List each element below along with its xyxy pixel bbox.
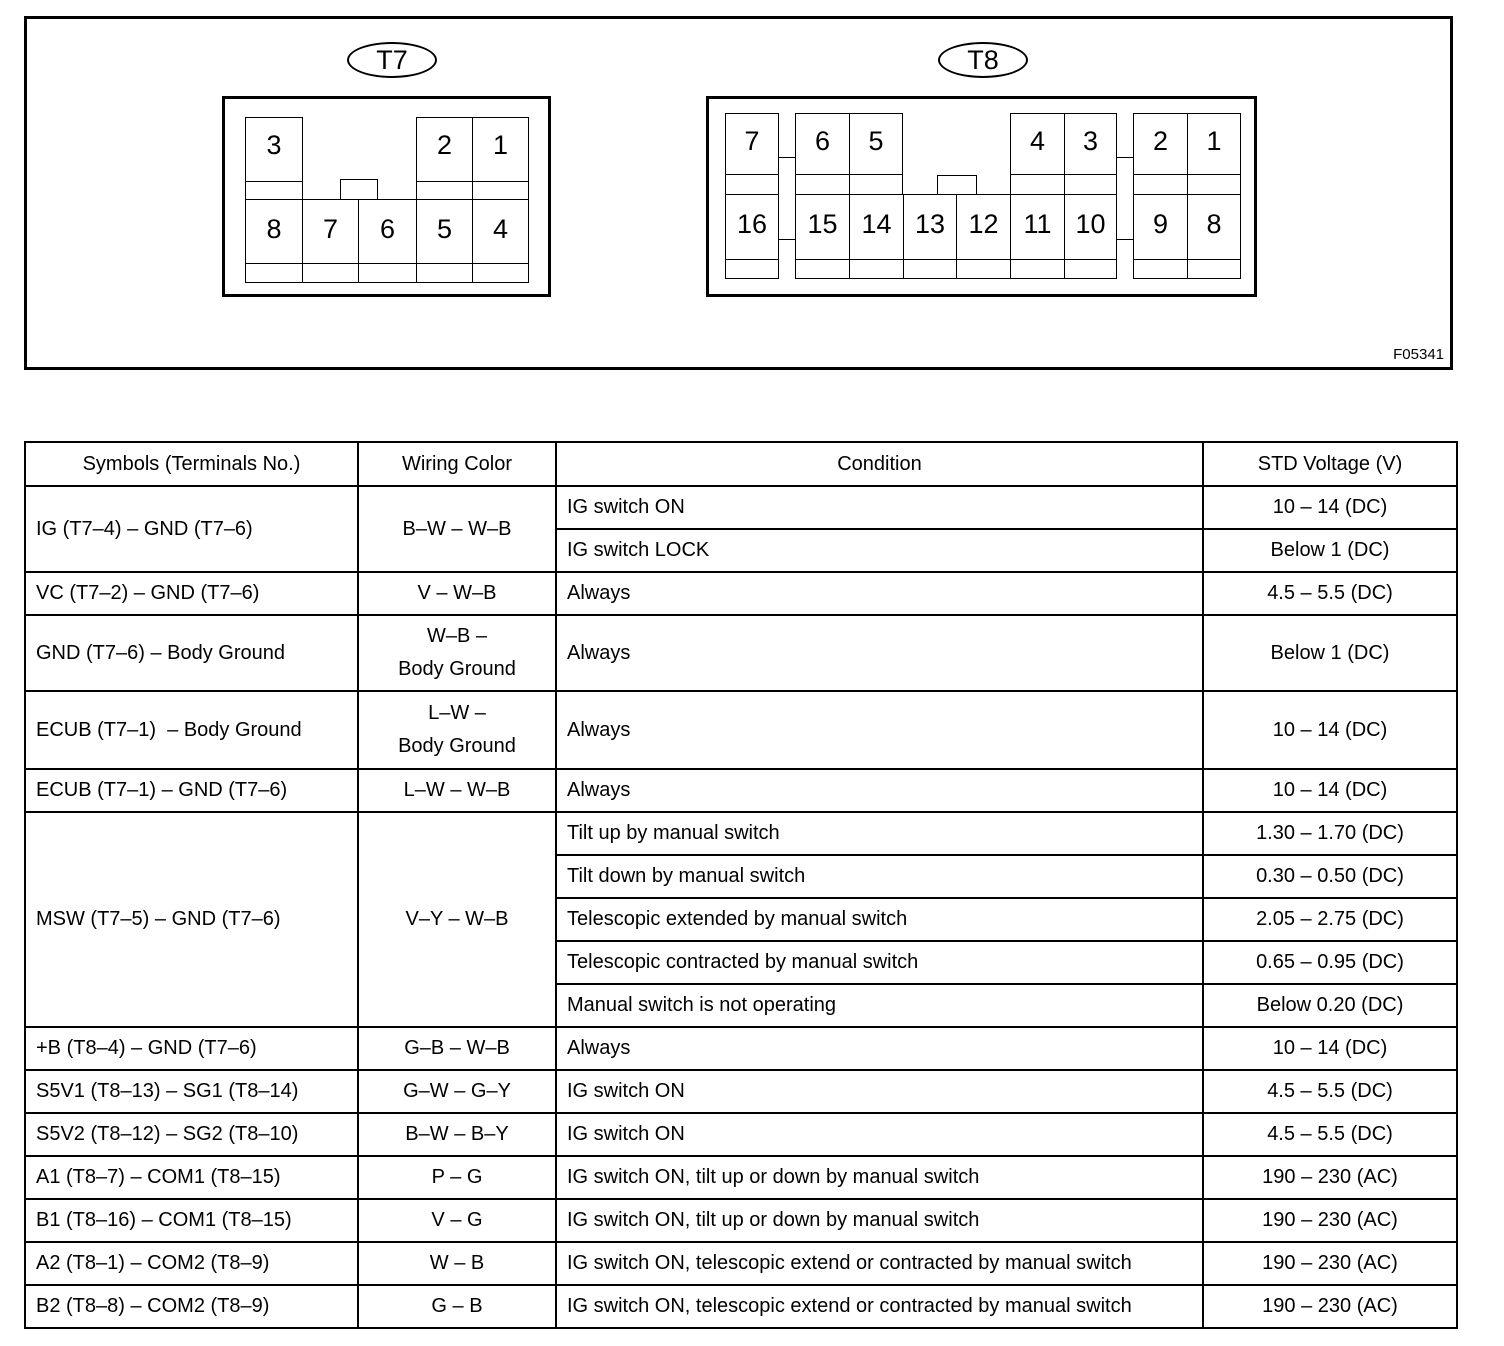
symbol-cell: VC (T7–2) – GND (T7–6) [25,572,358,615]
table-header-row [25,442,1457,486]
voltage-cell: 4.5 – 5.5 (DC) [1203,1113,1457,1156]
symbol-cell: B1 (T8–16) – COM1 (T8–15) [25,1199,358,1242]
symbol-cell: IG (T7–4) – GND (T7–6) [25,486,358,572]
pin-label: 16 [736,209,768,239]
wiring-color-line: Body Ground [398,735,516,757]
pin-label: 4 [1029,126,1046,156]
voltage-cell: 190 – 230 (AC) [1203,1285,1457,1328]
table-row [25,691,1457,769]
pin-label: 4 [492,214,509,244]
wiring-color-cell: G–B – W–B [358,1027,556,1070]
pin-label: 15 [807,209,838,239]
wiring-color-cell: B–W – B–Y [358,1113,556,1156]
pin-label: 5 [436,214,453,244]
pin-label: 6 [814,126,831,156]
wiring-color-cell: V–Y – W–B [358,812,556,1027]
pin-label: 6 [379,214,396,244]
header-condition: Condition [556,442,1203,486]
voltage-cell: Below 0.20 (DC) [1203,984,1457,1027]
wiring-color-line: Body Ground [398,658,516,680]
connector-t8 [706,96,1257,297]
wiring-color-cell: V – W–B [358,572,556,615]
voltage-cell: 1.30 – 1.70 (DC) [1203,812,1457,855]
table-row [25,1285,1457,1328]
pin-label: 12 [968,209,999,239]
condition-cell: IG switch ON [556,1070,1203,1113]
wiring-color-cell: W – B [358,1242,556,1285]
wiring-color-cell: G – B [358,1285,556,1328]
pin-label: 2 [436,130,453,160]
voltage-cell: 190 – 230 (AC) [1203,1199,1457,1242]
connector-t7 [222,96,551,297]
header-symbols: Symbols (Terminals No.) [25,442,358,486]
condition-cell: IG switch ON [556,1113,1203,1156]
voltage-cell: 2.05 – 2.75 (DC) [1203,898,1457,941]
table-row [25,1070,1457,1113]
voltage-cell: 190 – 230 (AC) [1203,1156,1457,1199]
condition-cell: IG switch LOCK [556,529,1203,572]
voltage-cell: 0.30 – 0.50 (DC) [1203,855,1457,898]
figure-code: F05341 [1393,346,1444,363]
wiring-color-cell [358,691,556,769]
table-row [25,1113,1457,1156]
wiring-color-cell: V – G [358,1199,556,1242]
voltage-cell: 190 – 230 (AC) [1203,1242,1457,1285]
symbol-cell: ECUB (T7–1) – GND (T7–6) [25,769,358,812]
voltage-cell: 0.65 – 0.95 (DC) [1203,941,1457,984]
header-wiring-color: Wiring Color [358,442,556,486]
pin-label: 3 [266,130,282,160]
table-row [25,812,1457,855]
condition-cell: Always [556,572,1203,615]
table-row [25,1242,1457,1285]
connector-key [937,175,977,195]
connector-diagram [24,16,1453,370]
pin-label: 10 [1075,209,1106,239]
voltage-cell: 4.5 – 5.5 (DC) [1203,1070,1457,1113]
pin-label: 7 [322,214,339,244]
voltage-cell: 10 – 14 (DC) [1203,769,1457,812]
condition-cell: Manual switch is not operating [556,984,1203,1027]
voltage-cell: Below 1 (DC) [1203,529,1457,572]
pin-label: 14 [861,209,892,239]
table-row [25,1027,1457,1070]
symbol-cell: ECUB (T7–1) – Body Ground [25,691,358,769]
pin-label: 7 [744,126,760,156]
connector-label-t7: T7 [347,42,437,78]
condition-cell: Always [556,769,1203,812]
symbol-cell: A1 (T8–7) – COM1 (T8–15) [25,1156,358,1199]
pin-label: 9 [1152,209,1169,239]
pin-label: 5 [868,126,884,156]
symbol-cell: MSW (T7–5) – GND (T7–6) [25,812,358,1027]
wiring-color-line: W–B – [426,625,488,647]
condition-cell: IG switch ON, tilt up or down by manual switch [556,1156,1203,1199]
condition-cell: IG switch ON, telescopic extend or contracted by manual switch [556,1285,1203,1328]
symbol-cell: GND (T7–6) – Body Ground [25,615,358,691]
condition-cell: Tilt up by manual switch [556,812,1203,855]
pin-label: 1 [492,130,509,160]
voltage-cell: Below 1 (DC) [1203,615,1457,691]
wiring-color-cell: P – G [358,1156,556,1199]
header-std-voltage: STD Voltage (V) [1203,442,1457,486]
pin-label: 3 [1082,126,1099,156]
symbol-cell: S5V1 (T8–13) – SG1 (T8–14) [25,1070,358,1113]
condition-cell: Always [556,615,1203,691]
pin-label: 11 [1023,209,1052,239]
table-row [25,1156,1457,1199]
condition-cell: Telescopic contracted by manual switch [556,941,1203,984]
condition-cell: Always [556,691,1203,769]
connector-key [340,179,378,200]
symbol-cell: B2 (T8–8) – COM2 (T8–9) [25,1285,358,1328]
condition-cell: IG switch ON, tilt up or down by manual switch [556,1199,1203,1242]
pin-label: 8 [266,214,282,244]
symbol-cell: +B (T8–4) – GND (T7–6) [25,1027,358,1070]
symbol-cell: S5V2 (T8–12) – SG2 (T8–10) [25,1113,358,1156]
table-row [25,615,1457,691]
symbol-cell: A2 (T8–1) – COM2 (T8–9) [25,1242,358,1285]
voltage-cell: 10 – 14 (DC) [1203,691,1457,769]
pin-label: 2 [1152,126,1169,156]
pin-label: 8 [1206,209,1222,239]
wiring-color-cell: B–W – W–B [358,486,556,572]
wiring-color-cell [358,615,556,691]
connector-label-t8: T8 [938,42,1028,78]
terminal-voltage-table [24,441,1458,1329]
condition-cell: IG switch ON [556,486,1203,529]
table-row [25,486,1457,529]
voltage-cell: 10 – 14 (DC) [1203,486,1457,529]
wiring-color-cell: G–W – G–Y [358,1070,556,1113]
voltage-cell: 4.5 – 5.5 (DC) [1203,572,1457,615]
wiring-color-line: L–W – [428,702,486,724]
wiring-color-cell: L–W – W–B [358,769,556,812]
condition-cell: Tilt down by manual switch [556,855,1203,898]
condition-cell: Always [556,1027,1203,1070]
table-row [25,1199,1457,1242]
condition-cell: Telescopic extended by manual switch [556,898,1203,941]
pin-label: 13 [914,209,946,239]
table-row [25,769,1457,812]
voltage-cell: 10 – 14 (DC) [1203,1027,1457,1070]
pin-label: 1 [1206,126,1222,156]
condition-cell: IG switch ON, telescopic extend or contracted by manual switch [556,1242,1203,1285]
table-row [25,572,1457,615]
